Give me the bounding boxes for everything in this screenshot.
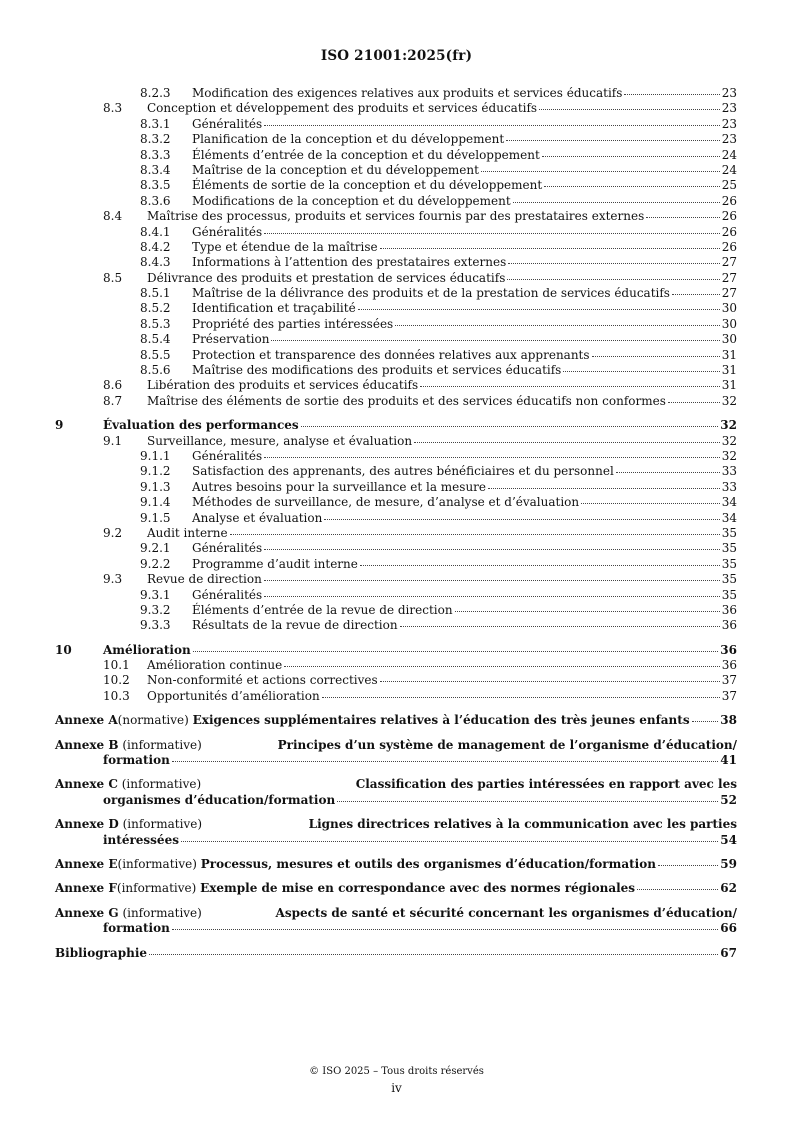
toc-entry[interactable] <box>55 332 737 347</box>
toc-entry-number: 8.5.6 <box>140 363 171 378</box>
annex-title: Exemple de mise en correspondance avec des normes régionales <box>200 881 636 896</box>
toc-annex-entry[interactable] <box>55 777 737 808</box>
dot-leader <box>172 761 719 762</box>
dot-leader <box>400 626 720 627</box>
toc-entry[interactable] <box>55 163 737 178</box>
dot-leader <box>488 488 720 489</box>
toc-entry[interactable] <box>55 378 737 393</box>
toc-entry-title: Revue de direction <box>147 572 262 587</box>
toc-entry-page: 23 <box>721 101 737 116</box>
annex-continuation <box>55 753 737 768</box>
annex-label: Annexe F <box>55 881 117 896</box>
annex-title: Exigences supplémentaires relatives à l’éducation des très jeunes enfants <box>192 713 690 728</box>
annex-page: 62 <box>720 881 737 896</box>
annex-title: Lignes directrices relatives à la communication avec les parties <box>308 817 737 832</box>
toc-annex-entry[interactable] <box>55 881 737 896</box>
toc-entry-number: 8.5.4 <box>140 332 171 347</box>
annex-label: Annexe B <box>55 737 119 752</box>
toc-entry[interactable] <box>55 86 737 101</box>
dot-leader <box>646 217 719 218</box>
toc-entry-page: 36 <box>721 602 737 617</box>
annex-title: Principes d’un système de management de l’organisme d’éducation/ <box>277 737 737 752</box>
dot-leader <box>507 279 719 280</box>
dot-leader <box>360 565 720 566</box>
toc-entry-page: 36 <box>721 618 737 633</box>
copyright-notice: © ISO 2025 – Tous droits réservés <box>309 1066 484 1077</box>
toc-entry-number: 10.1 <box>103 658 130 673</box>
toc-annex-entry[interactable] <box>55 738 737 769</box>
annex-type: (informative) <box>122 905 202 920</box>
toc-entry-page: 35 <box>721 572 737 587</box>
annex-first-line <box>55 713 737 728</box>
annex-label: Annexe A <box>55 713 118 728</box>
toc-chapter-entry[interactable] <box>55 418 737 433</box>
toc-entry-title: Audit interne <box>147 525 228 540</box>
toc-entry-page: 33 <box>721 479 737 494</box>
toc-entry-number: 9.1.4 <box>140 495 171 510</box>
dot-leader <box>668 402 720 403</box>
toc-entry-title: Méthodes de surveillance, de mesure, d’analyse et d’évaluation <box>192 495 580 510</box>
dot-leader <box>271 340 719 341</box>
dot-leader <box>544 186 720 187</box>
dot-leader <box>506 140 720 141</box>
toc-chapter-entry[interactable] <box>55 643 737 658</box>
annex-first-line <box>55 738 737 753</box>
toc-entry-number: 9.1.2 <box>140 464 171 479</box>
toc-entry[interactable] <box>55 240 737 255</box>
toc-entry-number: 9.1.5 <box>140 510 171 525</box>
dot-leader <box>624 94 719 95</box>
toc-entry-title: Maîtrise des processus, produits et services fournis par des prestataires externes <box>147 209 645 224</box>
toc-entry-page: 34 <box>721 510 737 525</box>
toc-entry-number: 9.3.2 <box>140 602 171 617</box>
toc-entry-title: Délivrance des produits et prestation de services éducatifs <box>147 270 506 285</box>
annex-title: Processus, mesures et outils des organismes d’éducation/formation <box>200 857 656 872</box>
dot-leader <box>264 580 720 581</box>
toc-entry[interactable] <box>55 348 737 363</box>
toc-entry-title: Propriété des parties intéressées <box>192 316 394 331</box>
dot-leader <box>264 596 720 597</box>
toc-entry-number: 8.5.1 <box>140 286 171 301</box>
toc-entry-number: 9.3 <box>103 572 123 587</box>
toc-entry-title: Programme d’audit interne <box>192 556 358 571</box>
dot-leader <box>692 721 719 722</box>
dot-leader <box>637 889 718 890</box>
toc-entry-title: Maîtrise des éléments de sortie des produits et des services éducatifs non conformes <box>147 393 666 408</box>
toc-entry-number: 9.1.1 <box>140 448 171 463</box>
annex-title: Classification des parties intéressées en rapport avec les <box>355 777 737 792</box>
toc-entry-title: Amélioration continue <box>147 658 283 673</box>
toc-entry-number: 8.4.2 <box>140 239 171 254</box>
dot-leader <box>380 681 720 682</box>
toc-entry[interactable] <box>55 588 737 603</box>
dot-leader <box>172 929 719 930</box>
toc-entry[interactable] <box>55 225 737 240</box>
annex-type: (informative) <box>122 737 202 752</box>
dot-leader <box>358 309 720 310</box>
toc-entry[interactable] <box>55 449 737 464</box>
annex-label: Annexe G <box>55 905 119 920</box>
annex-page: 66 <box>720 921 737 936</box>
annex-page: 52 <box>720 792 737 807</box>
toc-entry[interactable] <box>55 673 737 688</box>
toc-entry-title: Maîtrise de la délivrance des produits et de la prestation de services éducatifs <box>192 286 670 301</box>
toc-annex-entry[interactable] <box>55 857 737 872</box>
toc-entry[interactable] <box>55 148 737 163</box>
toc-entry-title: Protection et transparence des données relatives aux apprenants <box>192 347 590 362</box>
dot-leader <box>230 534 720 535</box>
toc-entry-title: Amélioration <box>103 642 191 657</box>
annex-first-line <box>55 881 737 896</box>
toc-entry-title: Généralités <box>192 587 263 602</box>
toc-entry-number: 9 <box>55 418 64 433</box>
dot-leader <box>264 457 720 458</box>
toc-entry-number: 8.3.3 <box>140 147 171 162</box>
annex-continuation <box>55 921 737 936</box>
toc-entry-page: 31 <box>721 378 737 393</box>
toc-entry-page: 35 <box>721 541 737 556</box>
toc-entry-number: 9.2.1 <box>140 541 171 556</box>
annex-type: (informative) <box>116 881 197 896</box>
bibliography-title: Bibliographie <box>55 945 148 960</box>
annex-label: Annexe C <box>55 777 118 792</box>
document-header: ISO 21001:2025(fr) <box>320 48 473 64</box>
dot-leader <box>193 651 719 652</box>
dot-leader <box>324 519 719 520</box>
toc-entry-number: 8.6 <box>103 378 123 393</box>
annex-type: (informative) <box>122 817 203 832</box>
toc-entry[interactable] <box>55 317 737 332</box>
toc-entry[interactable] <box>55 178 737 193</box>
toc-entry-title: Généralités <box>192 116 263 131</box>
toc-entry[interactable] <box>55 572 737 587</box>
annex-first-line <box>55 857 737 872</box>
dot-leader <box>264 549 720 550</box>
toc-entry-page: 26 <box>721 193 737 208</box>
toc-entry-title: Maîtrise des modifications des produits et services éducatifs <box>192 363 562 378</box>
annex-page: 59 <box>720 857 737 872</box>
annex-title-cont: organismes d’éducation/formation <box>103 792 336 807</box>
toc-entry-title: Préservation <box>192 332 270 347</box>
toc-entry[interactable] <box>55 603 737 618</box>
toc-entry[interactable] <box>55 495 737 510</box>
toc-entry-title: Satisfaction des apprenants, des autres bénéficiaires et du personnel <box>192 464 614 479</box>
dot-leader <box>672 294 720 295</box>
toc-entry-title: Éléments de sortie de la conception et du développement <box>192 178 543 193</box>
toc-entry-number: 8.3.4 <box>140 162 171 177</box>
dot-leader <box>563 371 719 372</box>
toc-entry[interactable] <box>55 271 737 286</box>
toc-entry-page: 23 <box>721 116 737 131</box>
toc-entry-page: 32 <box>720 418 737 433</box>
dot-leader <box>539 109 720 110</box>
toc-entry-number: 10.2 <box>103 673 130 688</box>
toc-entry-title: Éléments d’entrée de la conception et du développement <box>192 147 540 162</box>
dot-leader <box>322 697 720 698</box>
toc-entry-title: Conception et développement des produits et services éducatifs <box>147 101 538 116</box>
toc-entry-page: 34 <box>721 495 737 510</box>
toc-entry-number: 10.3 <box>103 688 130 703</box>
dot-leader <box>513 202 720 203</box>
toc-entry-page: 24 <box>721 147 737 162</box>
toc-entry[interactable] <box>55 526 737 541</box>
toc-entry-number: 8.4 <box>103 209 123 224</box>
annex-type: (informative) <box>121 777 202 792</box>
toc-entry-title: Modifications de la conception et du développement <box>192 193 511 208</box>
dot-leader <box>658 865 718 866</box>
toc-entry-page: 26 <box>721 209 737 224</box>
toc-entry-page: 25 <box>721 178 737 193</box>
toc-entry-page: 30 <box>721 316 737 331</box>
toc-entry[interactable] <box>55 434 737 449</box>
toc-entry-number: 8.3 <box>103 101 123 116</box>
annex-label: Annexe D <box>55 817 119 832</box>
annex-label: Annexe E <box>55 857 118 872</box>
toc-entry-number: 9.3.3 <box>140 618 171 633</box>
toc-entry-page: 33 <box>721 464 737 479</box>
annex-page: 38 <box>720 713 737 728</box>
dot-leader <box>284 666 719 667</box>
toc-entry-title: Résultats de la revue de direction <box>192 618 398 633</box>
toc-entry[interactable] <box>55 255 737 270</box>
toc-entry-page: 26 <box>721 239 737 254</box>
dot-leader <box>508 263 719 264</box>
dot-leader <box>149 954 718 955</box>
toc-entry-title: Maîtrise de la conception et du développement <box>192 162 479 177</box>
dot-leader <box>481 171 720 172</box>
toc-entry-page: 35 <box>721 525 737 540</box>
annex-title: Aspects de santé et sécurité concernant les organismes d’éducation/ <box>275 905 737 920</box>
toc-entry[interactable] <box>55 394 737 409</box>
toc-bibliography-entry[interactable] <box>55 946 737 961</box>
toc-entry[interactable] <box>55 132 737 147</box>
annex-continuation <box>55 833 737 848</box>
dot-leader <box>380 248 720 249</box>
toc-entry-page: 37 <box>721 688 737 703</box>
toc-entry-page: 32 <box>721 393 737 408</box>
toc-entry[interactable] <box>55 464 737 479</box>
toc-entry-title: Libération des produits et services éducatifs <box>147 378 419 393</box>
toc-entry-number: 8.3.2 <box>140 132 171 147</box>
toc-entry-page: 30 <box>721 332 737 347</box>
toc-entry[interactable] <box>55 658 737 673</box>
toc-entry[interactable] <box>55 117 737 132</box>
toc-entry[interactable] <box>55 209 737 224</box>
toc-entry-number: 8.3.1 <box>140 116 171 131</box>
toc-entry-number: 8.5.5 <box>140 347 171 362</box>
toc-entry-title: Informations à l’attention des prestataires externes <box>192 255 507 270</box>
dot-leader <box>420 386 720 387</box>
toc-entry-title: Éléments d’entrée de la revue de direction <box>192 602 453 617</box>
dot-leader <box>542 156 720 157</box>
dot-leader <box>581 503 720 504</box>
toc-entry-number: 9.2.2 <box>140 556 171 571</box>
toc-entry-page: 35 <box>721 587 737 602</box>
toc-entry-page: 36 <box>721 658 737 673</box>
toc-entry-page: 31 <box>721 347 737 362</box>
dot-leader <box>181 841 718 842</box>
toc-entry-page: 27 <box>721 270 737 285</box>
toc-entry[interactable] <box>55 689 737 704</box>
toc-entry-number: 10 <box>55 642 72 657</box>
toc-entry-number: 9.2 <box>103 525 123 540</box>
toc-entry-title: Analyse et évaluation <box>192 510 323 525</box>
annex-page: 54 <box>720 832 737 847</box>
annex-prefix <box>55 906 202 921</box>
page-footer <box>0 1066 793 1095</box>
toc-entry-title: Autres besoins pour la surveillance et la mesure <box>192 479 487 494</box>
annex-page: 41 <box>720 753 737 768</box>
toc-entry-page: 37 <box>721 673 737 688</box>
toc-entry[interactable] <box>55 557 737 572</box>
toc-entry-number: 9.3.1 <box>140 587 171 602</box>
toc-entry[interactable] <box>55 301 737 316</box>
toc-entry-title: Généralités <box>192 541 263 556</box>
annex-first-line <box>55 817 737 832</box>
toc-entry-title: Identification et traçabilité <box>192 301 356 316</box>
dot-leader <box>264 125 720 126</box>
annex-continuation <box>55 793 737 808</box>
toc-entry-title: Évaluation des performances <box>103 418 299 433</box>
toc-entry-page: 27 <box>721 286 737 301</box>
toc-entry[interactable] <box>55 480 737 495</box>
toc-entry-page: 35 <box>721 556 737 571</box>
toc-entry[interactable] <box>55 618 737 633</box>
toc-entry-page: 36 <box>720 642 737 657</box>
table-of-contents <box>55 86 737 961</box>
toc-entry-number: 8.7 <box>103 393 123 408</box>
toc-entry-number: 8.2.3 <box>140 86 171 100</box>
toc-entry-page: 23 <box>721 86 737 100</box>
toc-entry-number: 8.5 <box>103 270 123 285</box>
toc-entry-number: 8.5.2 <box>140 301 171 316</box>
toc-entry[interactable] <box>55 286 737 301</box>
toc-entry[interactable] <box>55 101 737 116</box>
toc-entry-title: Généralités <box>192 448 263 463</box>
toc-entry-number: 8.5.3 <box>140 316 171 331</box>
toc-entry-page: 27 <box>721 255 737 270</box>
toc-entry[interactable] <box>55 194 737 209</box>
annex-type: (normative) <box>117 713 189 728</box>
toc-entry-number: 9.1 <box>103 433 123 448</box>
toc-annex-entry[interactable] <box>55 713 737 728</box>
page-number: iv <box>391 1081 402 1095</box>
dot-leader <box>592 356 720 357</box>
toc-entry-page: 26 <box>721 224 737 239</box>
toc-entry[interactable] <box>55 541 737 556</box>
toc-entry-number: 8.4.3 <box>140 255 171 270</box>
annex-title-cont: formation <box>103 753 170 768</box>
annex-title-cont: intéressées <box>103 832 179 847</box>
toc-entry-page: 23 <box>721 132 737 147</box>
toc-annex-entry[interactable] <box>55 817 737 848</box>
toc-entry-title: Planification de la conception et du développement <box>192 132 505 147</box>
dot-leader <box>264 233 720 234</box>
toc-entry-page: 24 <box>721 162 737 177</box>
toc-entry-number: 8.3.5 <box>140 178 171 193</box>
toc-annex-entry[interactable] <box>55 906 737 937</box>
toc-entry-page: 31 <box>721 363 737 378</box>
annex-prefix <box>55 738 202 753</box>
annex-first-line <box>55 777 737 792</box>
bibliography-page: 67 <box>720 945 737 960</box>
toc-entry-number: 9.1.3 <box>140 479 171 494</box>
annex-first-line <box>55 906 737 921</box>
annex-type: (informative) <box>117 857 197 872</box>
annex-prefix <box>55 777 201 792</box>
dot-leader <box>616 472 720 473</box>
dot-leader <box>337 801 718 802</box>
dot-leader <box>414 442 720 443</box>
toc-entry-title: Opportunités d’amélioration <box>147 688 320 703</box>
toc-entry-page: 30 <box>721 301 737 316</box>
toc-entry-title: Surveillance, mesure, analyse et évaluation <box>147 433 413 448</box>
toc-entry-title: Type et étendue de la maîtrise <box>192 239 378 254</box>
toc-entry-number: 8.4.1 <box>140 224 171 239</box>
dot-leader <box>301 426 719 427</box>
toc-entry-page: 32 <box>721 433 737 448</box>
dot-leader <box>395 325 720 326</box>
toc-entry[interactable] <box>55 511 737 526</box>
annex-title-cont: formation <box>103 921 170 936</box>
toc-entry-page: 32 <box>721 448 737 463</box>
annex-prefix <box>55 817 202 832</box>
toc-entry-number: 8.3.6 <box>140 193 171 208</box>
toc-entry[interactable] <box>55 363 737 378</box>
toc-entry-title: Modification des exigences relatives aux produits et services éducatifs <box>192 86 623 100</box>
toc-entry-title: Généralités <box>192 224 263 239</box>
toc-entry-title: Non-conformité et actions correctives <box>147 673 378 688</box>
dot-leader <box>455 611 720 612</box>
